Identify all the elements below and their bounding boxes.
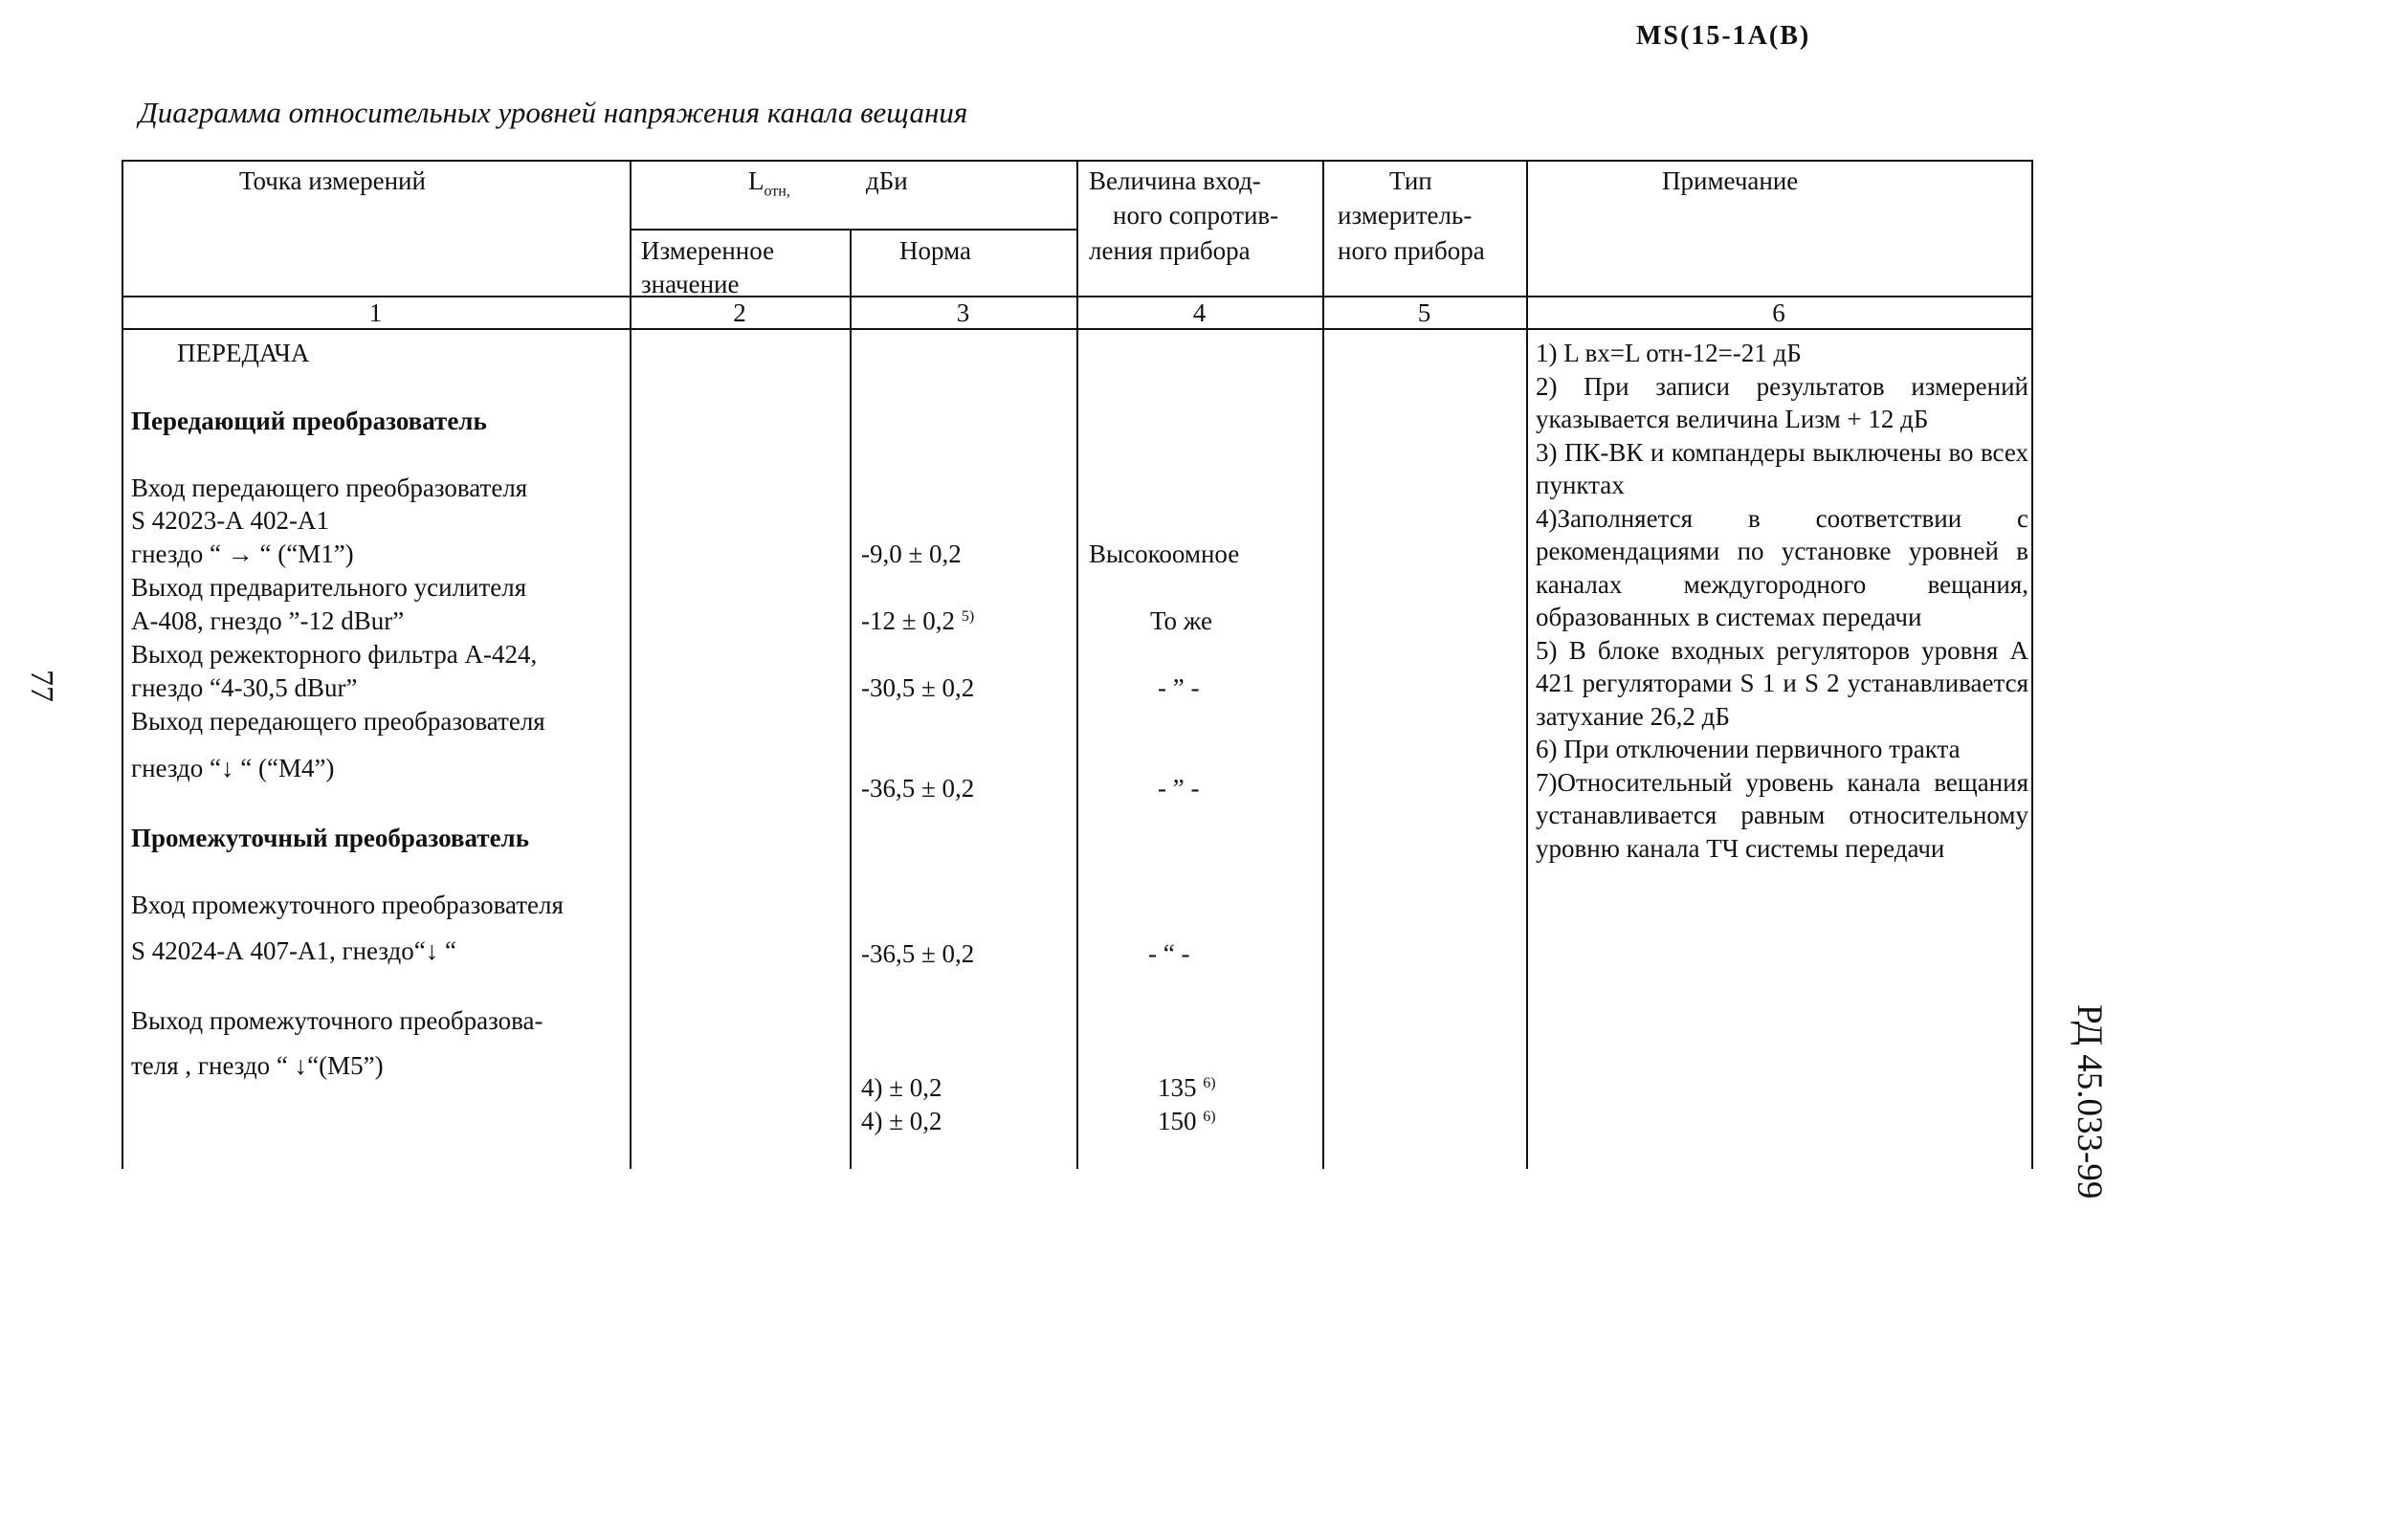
im-input-line1: Вход промежуточного преобразователя <box>131 891 564 919</box>
tx-output-line1: Выход передающего преобразователя <box>131 707 545 736</box>
header-point: Точка измерений <box>239 166 426 195</box>
norm-value: -36,5 ± 0,2 <box>861 939 975 968</box>
section-tx-converter: Передающий преобразователь <box>131 407 487 435</box>
notch-line1: Выход режекторного фильтра А-424, <box>131 640 538 669</box>
subheader-divider <box>630 229 1078 231</box>
pre-amp-line1: Выход предварительного усилителя <box>131 573 527 602</box>
header-impedance-line1: Величина вход- <box>1089 166 1261 195</box>
page-title: Диаграмма относительных уровней напряжения канала вещания <box>139 96 968 129</box>
header-impedance-line3: ления прибора <box>1089 236 1251 265</box>
note-5: 5) В блоке входных регуляторов уровня А 421 регуляторами S 1 и S 2 устанавливается затухание 26,2 дБ <box>1536 635 2028 731</box>
impedance-value: - “ - <box>1148 939 1190 968</box>
note-6: 6) При отключении первичного тракта <box>1536 735 1961 763</box>
im-output-line1: Выход промежуточного преобразова- <box>131 1006 543 1035</box>
header-impedance-line2: ного сопротив- <box>1113 201 1279 230</box>
note-4: 4)Заполняется в соответствии с рекомендациями по установке уровней в каналах междугородного вещания, образованных в системах передачи <box>1536 503 2028 631</box>
note-3: 3) ПК-ВК и компандеры выключены во всех пунктах <box>1536 437 2028 499</box>
column-number: 2 <box>733 298 746 327</box>
header-code: MS(15-1A(B) <box>1636 21 1811 51</box>
header-type-line3: ного прибора <box>1338 236 1485 265</box>
im-input-line2: S 42024-А 407-А1, гнездо“↓ “ <box>131 936 456 965</box>
header-measured: Измеренное значение <box>641 236 775 298</box>
header-level-unit: дБи <box>866 166 908 195</box>
norm-value: -30,5 ± 0,2 <box>861 673 975 702</box>
column-number: 5 <box>1417 298 1431 327</box>
tx-input-line1: Вход передающего преобразователя <box>131 473 528 502</box>
impedance-value: - ” - <box>1158 774 1200 803</box>
column-number: 4 <box>1192 298 1207 327</box>
impedance-value: Высокоомное <box>1089 539 1240 568</box>
note-2: 2) При записи результатов измерений указывается величина Lизм + 12 дБ <box>1536 371 2028 433</box>
col-border <box>850 229 852 1169</box>
col-border <box>2031 160 2033 1169</box>
impedance-value: То же <box>1150 606 1212 635</box>
header-type-line2: измеритель- <box>1338 201 1473 230</box>
section-im-converter: Промежуточный преобразователь <box>131 824 529 852</box>
norm-value: 4) ± 0,2 <box>861 1107 942 1135</box>
header-notes: Примечание <box>1662 166 1799 195</box>
document-code: РД 45.033-99 <box>2070 1004 2109 1199</box>
tx-output-line2: гнездо “↓ “ (“М4”) <box>131 754 335 782</box>
pre-amp-line2: А-408, гнездо ”-12 dBur” <box>131 606 405 635</box>
header-type-line1: Тип <box>1389 166 1432 195</box>
page-number: 77 <box>24 670 59 702</box>
tx-input-line3: гнездо “ → “ (“М1”) <box>131 539 354 568</box>
column-number: 3 <box>956 298 970 327</box>
norm-value: -36,5 ± 0,2 <box>861 774 975 803</box>
section-transmit: ПЕРЕДАЧА <box>177 339 310 367</box>
im-output-line2: теля , гнездо “ ↓“(М5”) <box>131 1051 384 1080</box>
notes-column <box>1536 337 2028 865</box>
norm-value: -12 ± 0,2 $^{5)}$ <box>861 606 975 635</box>
column-number: 1 <box>368 298 383 327</box>
norm-value: 4) ± 0,2 <box>861 1073 942 1102</box>
note-7: 7)Относительный уровень канала вещания устанавливается равным относительному уровню канала ТЧ системы передачи <box>1536 767 2028 863</box>
header-level: $L_{отн,}$ <box>748 166 790 200</box>
tx-input-line2: S 42023-А 402-А1 <box>131 506 329 535</box>
header-norm: Норма <box>899 236 971 265</box>
column-number: 6 <box>1772 298 1785 327</box>
norm-value: -9,0 ± 0,2 <box>861 539 962 568</box>
impedance-value: 135 $^{6)}$ <box>1158 1073 1216 1102</box>
impedance-value: - ” - <box>1158 673 1200 702</box>
notch-line2: гнездо “4-30,5 dBur” <box>131 673 358 702</box>
note-1: 1) L вх=L отн-12=-21 дБ <box>1536 339 1802 367</box>
impedance-value: 150 $^{6)}$ <box>1158 1107 1216 1135</box>
